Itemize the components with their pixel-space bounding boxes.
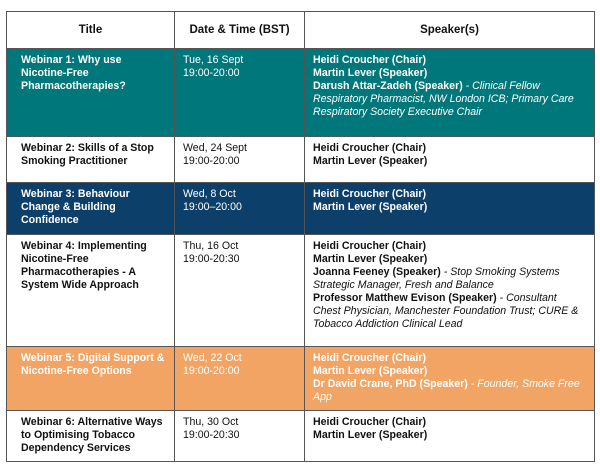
webinar-title: Webinar 3: Behaviour Change & Building Confidence [7,183,175,235]
webinar-date-time [175,411,305,462]
speaker-role: - Clinical Fellow Respiratory Pharmacist, NW London ICB; Primary Care Respiratory Society Executive Chair [313,80,574,118]
webinar-title: Webinar 2: Skills of a Stop Smoking Practitioner [7,137,175,183]
webinar-speakers [305,235,595,347]
speaker-name: Joanna Feeney (Speaker) [313,266,441,278]
webinar-date: Wed, 8 Oct [183,188,236,200]
speaker-name: Professor Matthew Evison (Speaker) [313,292,497,304]
speaker-name: Martin Lever (Speaker) [313,253,428,265]
speaker-name: Martin Lever (Speaker) [313,365,428,377]
webinar-date: Wed, 22 Oct [183,352,242,364]
header-row [7,12,595,49]
webinar-date: Wed, 24 Sept [183,142,247,154]
webinar-date-time [175,137,305,183]
webinar-time: 19:00-20:00 [183,365,240,377]
speaker-entry [313,142,587,155]
webinar-date: Thu, 30 Oct [183,416,239,428]
webinar-schedule [6,11,595,462]
webinar-title: Webinar 4: Implementing Nicotine-Free Pharmacotherapies - A System Wide Approach [7,235,175,347]
webinar-title: Webinar 6: Alternative Ways to Optimising Tobacco Dependency Services [7,411,175,462]
header-title: Title [7,12,175,49]
speaker-role: - Consultant Chest Physician, Manchester Foundation Trust; CURE & Tobacco Addiction Clinical Lead [313,292,579,330]
webinar-date-time [175,49,305,137]
speaker-entry [313,67,587,80]
webinar-title: Webinar 1: Why use Nicotine-Free Pharmacotherapies? [7,49,175,137]
speaker-name: Dr David Crane, PhD (Speaker) [313,378,468,390]
speaker-name: Heidi Croucher (Chair) [313,352,427,364]
speaker-entry [313,292,587,331]
header-speakers: Speaker(s) [305,12,595,49]
table-row [7,183,595,235]
webinar-speakers [305,347,595,411]
webinar-date-time [175,235,305,347]
speaker-entry [313,201,587,214]
table-row [7,137,595,183]
webinar-date: Thu, 16 Oct [183,240,239,252]
table-row [7,347,595,411]
table-row [7,49,595,137]
webinar-time: 19:00-20:00 [183,67,240,79]
speaker-role: - Stop Smoking Systems Strategic Manager, Fresh and Balance [313,266,560,291]
webinar-title: Webinar 5: Digital Support & Nicotine-Free Options [7,347,175,411]
speaker-entry [313,266,587,292]
speaker-entry [313,365,587,378]
webinar-speakers [305,137,595,183]
webinar-date: Tue, 16 Sept [183,54,244,66]
schedule-table [6,11,595,462]
speaker-entry [313,253,587,266]
speaker-name: Heidi Croucher (Chair) [313,240,427,252]
speaker-name: Heidi Croucher (Chair) [313,188,427,200]
header-date-time: Date & Time (BST) [175,12,305,49]
speaker-entry [313,352,587,365]
table-row [7,411,595,462]
speaker-entry [313,188,587,201]
speaker-name: Martin Lever (Speaker) [313,429,428,441]
webinar-speakers [305,183,595,235]
speaker-entry [313,429,587,442]
speaker-name: Darush Attar-Zadeh (Speaker) [313,80,463,92]
speaker-entry [313,80,587,119]
speaker-entry [313,416,587,429]
webinar-time: 19:00-20:30 [183,253,240,265]
speaker-entry [313,155,587,168]
webinar-date-time [175,183,305,235]
webinar-date-time [175,347,305,411]
speaker-name: Heidi Croucher (Chair) [313,142,427,154]
speaker-role: - Founder, Smoke Free App [313,378,580,403]
webinar-time: 19:00-20:00 [183,155,240,167]
speaker-entry [313,54,587,67]
speaker-name: Martin Lever (Speaker) [313,155,428,167]
speaker-entry [313,240,587,253]
table-row [7,235,595,347]
speaker-name: Heidi Croucher (Chair) [313,416,427,428]
webinar-time: 19:00-20:30 [183,429,240,441]
speaker-name: Heidi Croucher (Chair) [313,54,427,66]
webinar-speakers [305,49,595,137]
webinar-time: 19:00–20:00 [183,201,242,213]
speaker-name: Martin Lever (Speaker) [313,201,428,213]
webinar-speakers [305,411,595,462]
speaker-name: Martin Lever (Speaker) [313,67,428,79]
speaker-entry [313,378,587,404]
